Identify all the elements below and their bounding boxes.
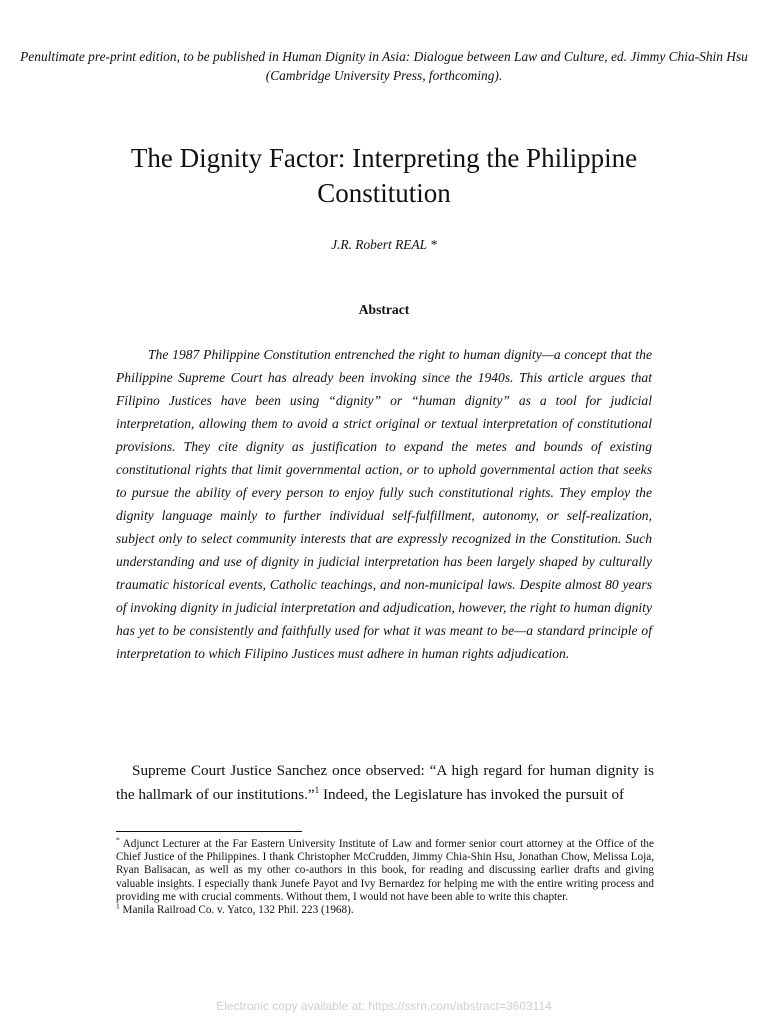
footnote-reference-1[interactable]: 1	[314, 784, 320, 795]
body-text-after-note: Indeed, the Legislature has invoked the pursuit of	[319, 786, 625, 803]
paper-title: The Dignity Factor: Interpreting the Philippine Constitution	[130, 143, 638, 208]
ssrn-footer-link[interactable]: Electronic copy available at: https://ssrn.com/abstract=3603114	[216, 999, 552, 1013]
author-line: J.R. Robert REAL *	[331, 237, 437, 252]
body-paragraph	[116, 759, 654, 807]
footnote-mark: *	[116, 835, 120, 845]
footnote-mark: 1	[116, 901, 120, 911]
footnote-divider	[116, 831, 302, 832]
abstract-heading: Abstract	[358, 302, 410, 317]
preprint-note: Penultimate pre-print edition, to be published in Human Dignity in Asia: Dialogue between Law and Culture, ed. Jimmy Chia-Shin Hsu (Cambridge University Press, forthcoming).	[20, 49, 748, 83]
footnotes-section	[116, 835, 654, 917]
body-text-before-note: Supreme Court Justice Sanchez once observed: “A high regard for human dignity is the hallmark of our institutions.”	[116, 762, 654, 803]
footnote-author	[116, 835, 654, 904]
footnote-text: Adjunct Lecturer at the Far Eastern University Institute of Law and former senior court attorney at the Office of the Chief Justice of the Philippines. I thank Christopher McCrudden, Jimmy Chia-Shin Hsu, Jonathan Chow, Melissa Loja, Ryan Balisacan, as well as my other co-authors in this book, for reading and discussing earlier drafts and giving valuable insights. I especially thank Junefe Payot and Ivy Bernardez for helping me with the entire writing process and providing me with crucial comments. Without them, I would not have been able to write this chapter.	[116, 838, 654, 903]
footnote-text: Manila Railroad Co. v. Yatco, 132 Phil. 223 (1968).	[119, 904, 354, 917]
abstract-text: The 1987 Philippine Constitution entrenched the right to human dignity—a concept that the Philippine Supreme Court has already been invoking since the 1940s. This article argues that Filipino Justices have been using “dignity” or “human dignity” as a tool for judicial interpretation, allowing them to avoid a strict original or textual interpretation of constitutional provisions. They cite dignity as justification to expand the metes and bounds of existing constitutional rights that limit governmental action, or to uphold governmental action that seeks to pursue the ability of every person to enjoy fully such constitutional rights. They employ the dignity language mainly to further individual self-fulfillment, autonomy, or self-realization, subject only to select community interests that are expressly recognized in the Constitution. Such understanding and use of dignity in judicial interpretation has been largely shaped by culturally traumatic historical events, Catholic teachings, and non-municipal laws. Despite almost 80 years of invoking dignity in judicial interpretation and adjudication, however, the right to human dignity has yet to be consistently and faithfully used for what it was meant to be—a standard principle of interpretation to which Filipino Justices must adhere in human rights adjudication.	[116, 347, 652, 661]
footnote-1	[116, 901, 654, 917]
